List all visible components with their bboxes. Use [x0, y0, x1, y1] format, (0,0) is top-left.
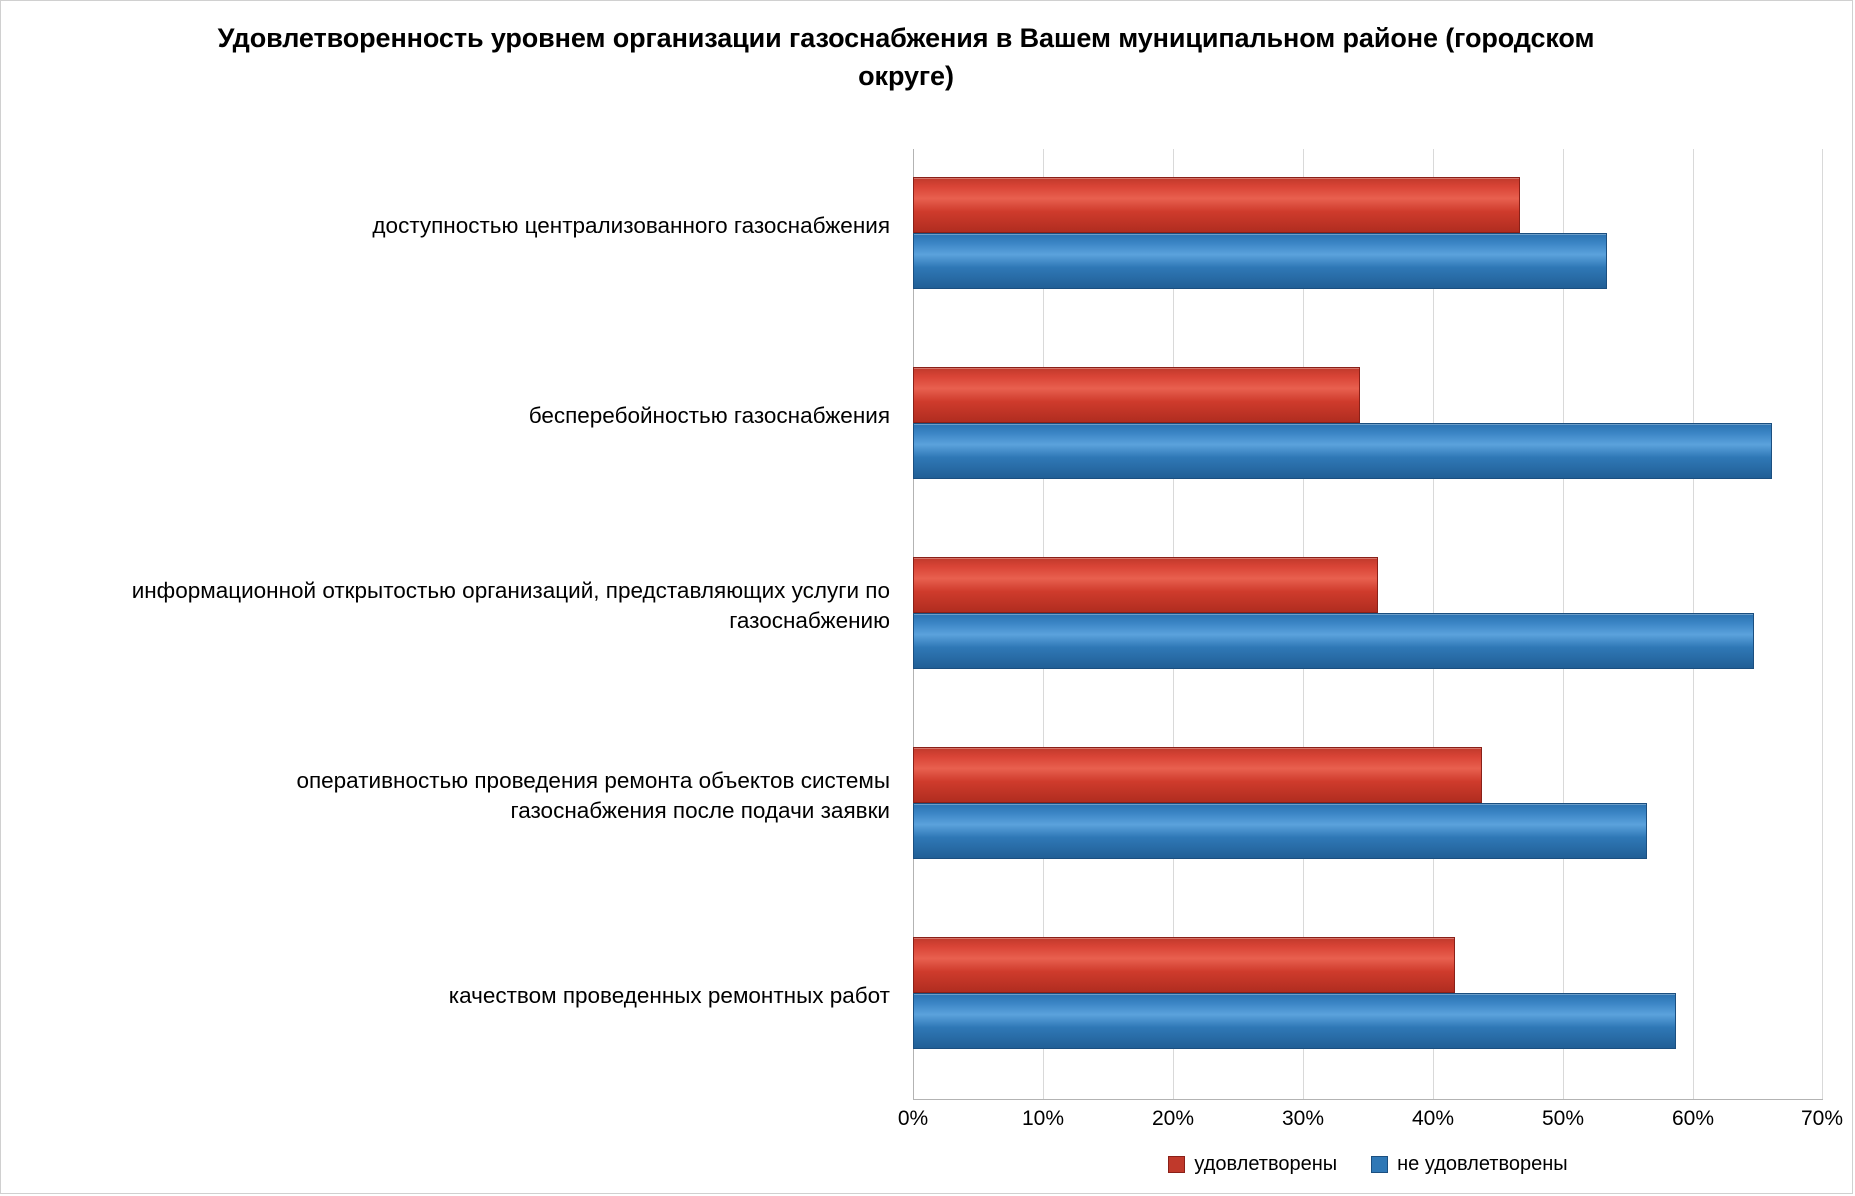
bar-unsatisfied — [913, 993, 1676, 1049]
x-tick-label: 0% — [897, 1107, 929, 1130]
x-tick-label: 40% — [1411, 1107, 1455, 1130]
legend-swatch-icon — [1168, 1156, 1185, 1173]
category-label: бесперебойностью газоснабжения — [528, 403, 890, 428]
legend-item-unsatisfied[interactable] — [1371, 1153, 1568, 1176]
bar-satisfied — [913, 557, 1378, 613]
legend-label: не удовлетворены — [1397, 1153, 1568, 1175]
bar-satisfied — [913, 937, 1455, 993]
x-tick-label: 60% — [1671, 1107, 1715, 1130]
legend-item-satisfied[interactable] — [1168, 1153, 1337, 1176]
bar-satisfied — [913, 747, 1482, 803]
x-tick-label: 10% — [1021, 1107, 1065, 1130]
x-tick-label: 50% — [1541, 1107, 1585, 1130]
category-label: информационной открытостью организаций, представляющих услуги по газоснабжению — [131, 578, 890, 633]
bar-unsatisfied — [913, 423, 1772, 479]
bar-group — [913, 557, 1823, 747]
x-tick-label: 30% — [1281, 1107, 1325, 1130]
bar-group — [913, 747, 1823, 937]
bar-group — [913, 177, 1823, 367]
bar-group — [913, 367, 1823, 557]
bar-unsatisfied — [913, 803, 1647, 859]
bar-unsatisfied — [913, 613, 1754, 669]
category-label: качеством проведенных ремонтных работ — [448, 983, 890, 1008]
x-tick-label: 70% — [1800, 1107, 1844, 1130]
legend-swatch-icon — [1371, 1156, 1388, 1173]
chart-title: Удовлетворенность уровнем организации газоснабжения в Вашем муниципальном районе (городском округе) — [217, 23, 1595, 92]
legend-label: удовлетворены — [1194, 1153, 1338, 1175]
category-label: доступностью централизованного газоснабжения — [372, 213, 890, 238]
bar-unsatisfied — [913, 233, 1607, 289]
x-axis-line — [913, 1099, 1823, 1100]
chart-legend — [913, 1153, 1823, 1176]
bar-satisfied — [913, 367, 1360, 423]
category-label: оперативностью проведения ремонта объектов системы газоснабжения после подачи заявки — [296, 768, 890, 823]
plot-area — [913, 149, 1823, 1099]
bar-satisfied — [913, 177, 1520, 233]
x-tick-label: 20% — [1151, 1107, 1195, 1130]
